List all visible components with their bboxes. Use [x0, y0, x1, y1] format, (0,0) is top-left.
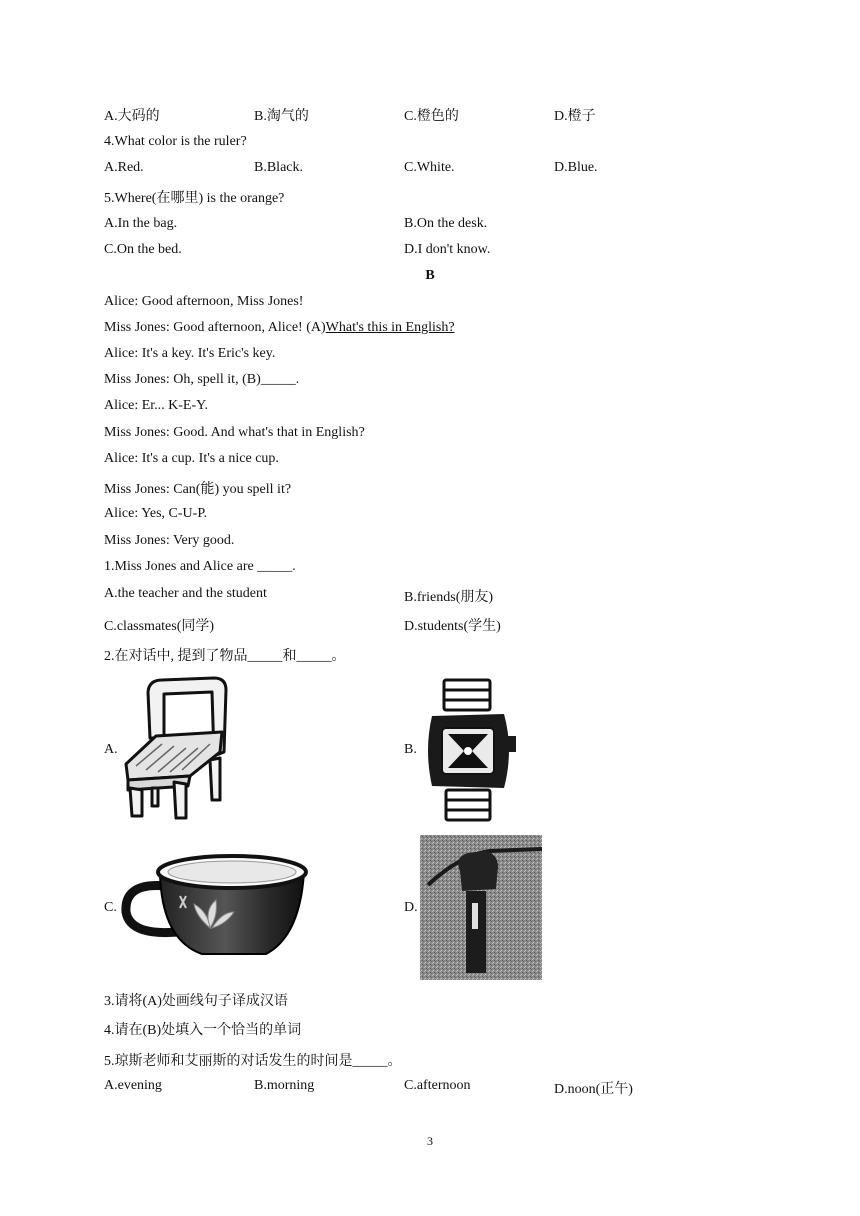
dialogue-line: Miss Jones: Oh, spell it, (B)_____. [104, 372, 300, 387]
watch-icon [418, 676, 518, 824]
image-option-label-c: C. [104, 900, 117, 915]
dialogue-line: Miss Jones: Can(能) you spell it? [104, 482, 292, 497]
b-q1-option-c: C.classmates(同学) [104, 619, 215, 634]
b-q5-option-b: B.morning [254, 1078, 315, 1093]
b-q5-question: 5.琼斯老师和艾丽斯的对话发生的时间是_____。 [104, 1054, 402, 1069]
q5-option-b: B.On the desk. [404, 216, 488, 231]
cup-icon [120, 850, 310, 962]
dialogue-line: Alice: It's a key. It's Eric's key. [104, 346, 276, 361]
b-q2-question: 2.在对话中, 提到了物品_____和_____。 [104, 649, 346, 664]
key-photo [420, 835, 542, 980]
image-option-label-b: B. [404, 742, 417, 757]
q4-option-c: C.White. [404, 160, 455, 175]
chair-icon [118, 676, 236, 822]
dialogue-line: Alice: Good afternoon, Miss Jones! [104, 294, 304, 309]
q4-option-a: A.Red. [104, 160, 144, 175]
b-q5-option-c: C.afternoon [404, 1078, 471, 1093]
dialogue-line: Miss Jones: Very good. [104, 533, 235, 548]
q5-option-c: C.On the bed. [104, 242, 182, 257]
dialogue-line: Miss Jones: Good. And what's that in English? [104, 425, 365, 440]
underlined-sentence: What's this in English? [325, 320, 455, 335]
dialogue-prefix: Miss Jones: Good afternoon, Alice! (A) [104, 320, 326, 335]
q5-option-d: D.I don't know. [404, 242, 491, 257]
b-q1-question: 1.Miss Jones and Alice are _____. [104, 559, 296, 574]
q4-option-d: D.Blue. [554, 160, 598, 175]
image-option-label-d: D. [404, 900, 418, 915]
q3-option-b: B.淘气的 [254, 109, 309, 124]
b-q5-option-a: A.evening [104, 1078, 162, 1093]
dialogue-line: Alice: Er... K-E-Y. [104, 398, 208, 413]
image-option-label-a: A. [104, 742, 118, 757]
q3-option-a: A.大码的 [104, 109, 160, 124]
b-q4-question: 4.请在(B)处填入一个恰当的单词 [104, 1023, 302, 1038]
dialogue-line: Alice: Yes, C-U-P. [104, 506, 208, 521]
page-number: 3 [427, 1134, 433, 1148]
q3-option-d: D.橙子 [554, 109, 596, 124]
dialogue-line: Alice: It's a cup. It's a nice cup. [104, 451, 279, 466]
q4-option-b: B.Black. [254, 160, 303, 175]
b-q1-option-d: D.students(学生) [404, 619, 501, 634]
dialogue-line [104, 320, 455, 336]
q5-option-a: A.In the bag. [104, 216, 178, 231]
b-q3-question: 3.请将(A)处画线句子译成汉语 [104, 994, 288, 1009]
q5-question: 5.Where(在哪里) is the orange? [104, 191, 285, 206]
b-q1-option-b: B.friends(朋友) [404, 590, 494, 605]
section-heading: B [425, 268, 435, 283]
b-q1-option-a: A.the teacher and the student [104, 586, 267, 601]
b-q5-option-d: D.noon(正午) [554, 1082, 633, 1097]
q3-option-c: C.橙色的 [404, 109, 459, 124]
q4-question: 4.What color is the ruler? [104, 134, 247, 149]
